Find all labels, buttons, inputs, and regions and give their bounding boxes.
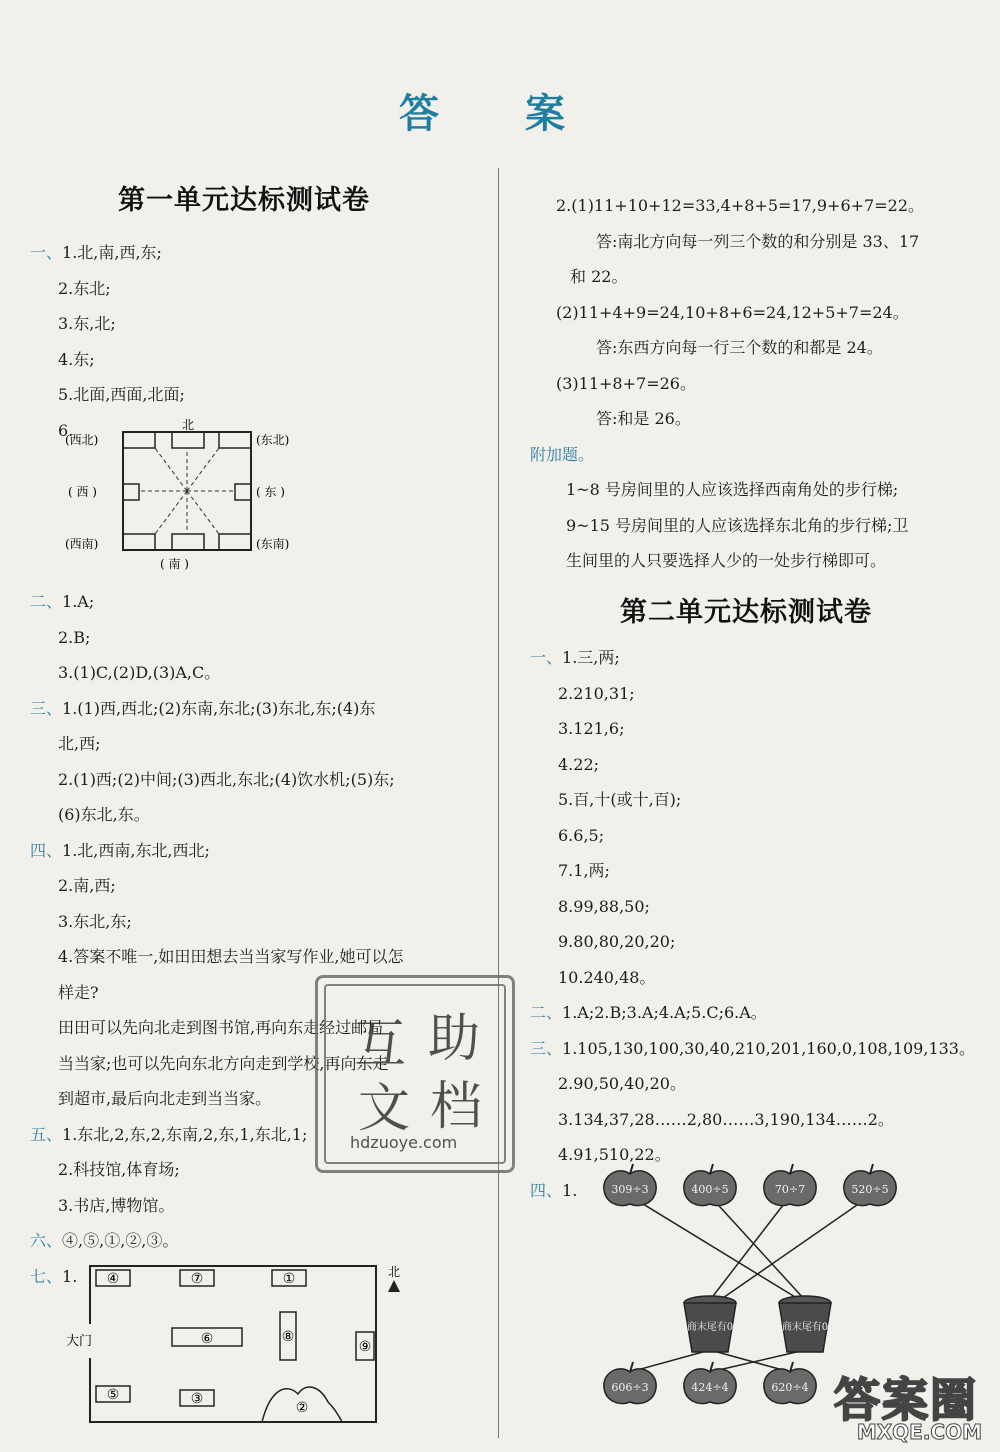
question-label: 附加题。 xyxy=(530,444,595,464)
answer-text: 4.东; xyxy=(58,349,95,369)
watermark-char: 文 xyxy=(358,1079,411,1139)
compass-north: 北 xyxy=(182,418,195,432)
watermark-url: hdzuoye.com xyxy=(350,1133,458,1152)
map-gate: 大门 xyxy=(66,1334,93,1349)
compass-sw: (西南) xyxy=(65,537,99,551)
watermark-char: 档 xyxy=(430,1077,483,1137)
answer-text: 答:南北方向每一列三个数的和分别是 33、17 xyxy=(596,231,920,251)
answer-text: 1.A;2.B;3.A;4.A;5.C;6.A。 xyxy=(562,1003,767,1022)
page-title: 答 案 xyxy=(399,91,601,137)
column-divider xyxy=(498,168,499,1438)
answer-line xyxy=(58,947,403,967)
answer-text: 1. xyxy=(62,1266,78,1286)
answer-line xyxy=(30,243,162,263)
answer-text: 3.134,37,28……2,80……3,190,134……2。 xyxy=(558,1109,894,1129)
corner-logo xyxy=(808,1364,988,1444)
answer-line xyxy=(556,303,909,323)
answer-text: 1.A; xyxy=(62,592,95,611)
answer-line xyxy=(566,480,898,500)
answer-text: 6.6,5; xyxy=(558,825,605,845)
answer-text: 4.答案不唯一,如田田想去当当家写作业,她可以怎 xyxy=(58,947,404,966)
answer-text: 2.东北; xyxy=(58,278,111,298)
question-label: 三、 xyxy=(530,1038,563,1058)
answer-line xyxy=(58,385,185,405)
compass-w: ( 西 ) xyxy=(68,485,97,499)
apple xyxy=(604,1362,656,1403)
apple-expression: 70÷7 xyxy=(774,1183,806,1196)
answer-line xyxy=(30,841,210,861)
answer-line xyxy=(558,826,604,846)
question-label: 六、 xyxy=(30,1231,63,1250)
answer-text: 答:和是 26。 xyxy=(596,409,691,428)
question-label: 四、 xyxy=(30,840,63,860)
answer-text: 答:东西方向每一行三个数的和都是 24。 xyxy=(596,338,883,357)
map-room-3: ③ xyxy=(190,1391,204,1407)
map-room-8: ⑧ xyxy=(281,1329,295,1345)
answer-line xyxy=(58,663,220,683)
map-room-7: ⑦ xyxy=(190,1271,204,1287)
answer-line xyxy=(30,1231,178,1251)
apple-expression: 424÷4 xyxy=(691,1381,729,1394)
answer-text: 2.210,31; xyxy=(558,683,635,703)
answer-line xyxy=(58,770,395,790)
answer-line xyxy=(530,648,620,668)
answer-line xyxy=(558,968,655,988)
answer-text: 1. xyxy=(562,1180,578,1200)
answer-line xyxy=(558,1110,894,1130)
apple-expression: 309÷3 xyxy=(611,1183,649,1196)
apple xyxy=(764,1164,816,1205)
answer-text: 2.(1)11+10+12=33,4+8+5=17,9+6+7=22。 xyxy=(556,196,924,215)
answer-text: 4.91,510,22。 xyxy=(558,1145,671,1164)
answer-text: 9~15 号房间里的人应该选择东北角的步行梯;卫 xyxy=(566,515,909,535)
apple xyxy=(844,1164,896,1205)
answer-line xyxy=(558,932,675,952)
answer-text: (3)11+8+7=26。 xyxy=(556,373,696,393)
compass-e: ( 东 ) xyxy=(256,485,285,499)
question-label: 一、 xyxy=(30,243,63,262)
map-room-4: ④ xyxy=(106,1271,120,1287)
answer-line xyxy=(530,445,594,465)
answer-line xyxy=(558,719,624,739)
answer-line xyxy=(596,409,691,429)
question-label: 五、 xyxy=(30,1124,63,1144)
answer-text: 3.(1)C,(2)D,(3)A,C。 xyxy=(58,663,221,682)
apple-expression: 520÷5 xyxy=(851,1183,889,1196)
answer-line xyxy=(30,1125,307,1145)
answer-line xyxy=(596,232,919,252)
question-label: 二、 xyxy=(530,1003,563,1022)
answer-line xyxy=(556,196,924,216)
answer-text: 2.90,50,40,20。 xyxy=(558,1074,686,1093)
answer-text: 8.99,88,50; xyxy=(558,896,650,916)
answer-line xyxy=(530,1039,975,1059)
answer-text: 田田可以先向北走到图书馆,再向东走经过邮局 xyxy=(58,1018,384,1037)
apple-expression: 606÷3 xyxy=(611,1381,649,1394)
answer-line xyxy=(530,1181,577,1201)
school-map xyxy=(66,1262,406,1432)
answer-text: 2.(1)西;(2)中间;(3)西北,东北;(4)饮水机;(5)东; xyxy=(58,769,395,789)
unit2-title: 第二单元达标测试卷 xyxy=(620,597,872,628)
answer-line xyxy=(58,983,99,1003)
answer-line xyxy=(558,790,681,810)
answer-line xyxy=(58,876,116,896)
answer-line xyxy=(596,338,883,358)
answer-line xyxy=(30,699,375,719)
answer-line xyxy=(58,350,95,370)
answer-text: 10.240,48。 xyxy=(558,967,656,987)
bucket-left-label: 商末尾有0 xyxy=(686,1322,734,1333)
question-label: 三、 xyxy=(30,698,63,718)
question-label: 七、 xyxy=(30,1266,63,1286)
answer-text: 2.科技馆,体育场; xyxy=(58,1160,180,1179)
answer-line xyxy=(566,516,908,536)
apple xyxy=(684,1164,736,1205)
unit1-title: 第一单元达标测试卷 xyxy=(118,185,370,216)
answer-line xyxy=(58,1089,271,1109)
answer-text: 样走? xyxy=(58,982,99,1002)
map-room-6: ⑥ xyxy=(200,1331,214,1347)
answer-text: 9.80,80,20,20; xyxy=(558,932,676,951)
answer-text: 生间里的人只要选择人少的一处步行梯即可。 xyxy=(566,551,887,570)
answer-text: 到超市,最后向北走到当当家。 xyxy=(58,1089,272,1108)
answer-text: 2.南,西; xyxy=(58,876,116,895)
answer-text: (6)东北,东。 xyxy=(58,805,150,824)
answer-line xyxy=(58,1160,180,1180)
answer-text: 北,西; xyxy=(58,734,101,753)
answer-text: 5.百,十(或十,百); xyxy=(558,790,682,809)
question-label: 四、 xyxy=(530,1180,563,1200)
bucket-left xyxy=(684,1296,736,1352)
answer-line xyxy=(558,1074,686,1094)
answer-text: 1~8 号房间里的人应该选择西南角处的步行梯; xyxy=(566,480,899,499)
answer-text: 3.书店,博物馆。 xyxy=(58,1195,175,1215)
answer-text: 7.1,两; xyxy=(558,861,610,880)
map-room-2: ② xyxy=(295,1400,309,1416)
answer-text: 1.三,两; xyxy=(562,648,620,667)
answer-text: 3.121,6; xyxy=(558,719,625,738)
corner-logo-text: 答案圈 xyxy=(834,1373,978,1427)
watermark-stamp xyxy=(315,975,515,1173)
corner-logo-url: MXQE.COM xyxy=(856,1420,982,1444)
answer-line xyxy=(58,628,90,648)
bucket-right xyxy=(779,1296,831,1352)
question-label: 二、 xyxy=(30,592,63,611)
map-room-9: ⑨ xyxy=(358,1339,372,1355)
answer-text: 1.105,130,100,30,40,210,201,160,0,108,109,133。 xyxy=(562,1038,975,1058)
answer-text: 2.B; xyxy=(58,627,91,647)
answer-line xyxy=(570,267,627,287)
apple xyxy=(604,1164,656,1205)
compass-nw: (西北) xyxy=(65,433,99,447)
apple-expression: 620÷4 xyxy=(771,1381,809,1394)
bucket-right-label: 商末尾有0 xyxy=(781,1322,829,1333)
answer-line xyxy=(558,755,599,775)
answer-text: 6. xyxy=(58,420,74,440)
answer-text: 和 22。 xyxy=(570,267,628,286)
answer-line xyxy=(558,684,635,704)
answer-line xyxy=(558,897,650,917)
answer-line xyxy=(566,551,886,571)
compass-diagram xyxy=(60,412,320,572)
answer-line xyxy=(30,592,94,612)
answer-line xyxy=(58,734,100,754)
answer-text: 1.北,西南,东北,西北; xyxy=(62,840,210,860)
answer-line xyxy=(58,1196,174,1216)
answer-line xyxy=(556,374,696,394)
watermark-char: 互 xyxy=(354,1015,407,1075)
answer-line xyxy=(58,279,111,299)
compass-south: ( 南 ) xyxy=(160,557,189,571)
answer-text: ④,⑤,①,②,③。 xyxy=(62,1231,179,1250)
compass-se: (东南) xyxy=(256,537,290,551)
map-room-5: ⑤ xyxy=(106,1387,120,1403)
apple-expression: 400÷5 xyxy=(691,1183,729,1196)
answer-text: 5.北面,西面,北面; xyxy=(58,385,185,404)
answer-text: 1.北,南,西,东; xyxy=(62,243,162,262)
answer-text: (2)11+4+9=24,10+8+6=24,12+5+7=24。 xyxy=(556,302,909,322)
answer-line xyxy=(58,805,150,825)
answer-text: 3.东,北; xyxy=(58,314,116,333)
map-north: 北 xyxy=(388,1265,401,1279)
answer-text: 1.东北,2,东,2,东南,2,东,1,东北,1; xyxy=(62,1124,308,1144)
answer-line xyxy=(58,912,132,932)
question-label: 一、 xyxy=(530,648,563,667)
map-room-1: ① xyxy=(282,1271,296,1287)
answer-text: 当当家;也可以先向东北方向走到学校,再向东走 xyxy=(58,1053,389,1073)
answer-line xyxy=(58,314,116,334)
watermark-char: 助 xyxy=(428,1009,481,1069)
compass-ne: (东北) xyxy=(256,433,290,447)
answer-text: 3.东北,东; xyxy=(58,911,132,931)
answer-text: 1.(1)西,西北;(2)东南,东北;(3)东北,东;(4)东 xyxy=(62,698,376,718)
answer-line xyxy=(530,1003,767,1023)
answer-line xyxy=(558,861,610,881)
answer-text: 4.22; xyxy=(558,754,600,774)
